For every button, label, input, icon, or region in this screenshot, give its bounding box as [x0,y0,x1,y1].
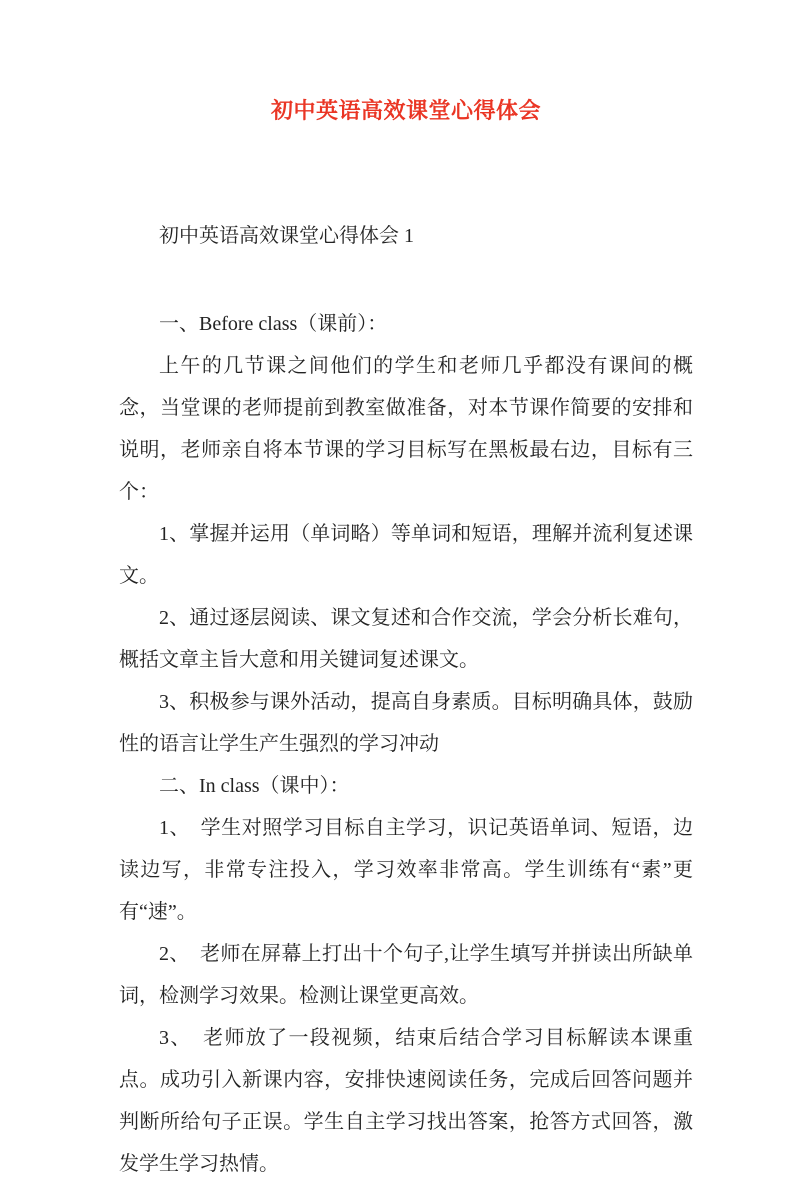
document-title: 初中英语高效课堂心得体会 [270,98,541,123]
paragraph-in-class-1: 1、 学生对照学习目标自主学习，识记英语单词、短语，边读边写，非常专注投入，学习效率非常高。学生训练有“素”更有“速”。 [119,817,693,923]
paragraph-in-class-3: 3、 老师放了一段视频，结束后结合学习目标解读本课重点。成功引入新课内容，安排快速阅读任务，完成后回答问题并判断所给句子正误。学生自主学习找出答案，抢答方式回答，激发学生学习热情。 [119,1027,693,1175]
paragraph-in-class-2: 2、 老师在屏幕上打出十个句子,让学生填写并拼读出所缺单词，检测学习效果。检测让课堂更高效。 [119,943,693,1007]
paragraph-before-class-heading: 一、Before class（课前）： [159,313,388,335]
section-heading: 初中英语高效课堂心得体会 1 [159,225,414,247]
paragraph-goal-3: 3、积极参与课外活动，提高自身素质。目标明确具体，鼓励性的语言让学生产生强烈的学习冲动 [119,691,693,755]
paragraph-in-class-heading: 二、In class（课中）： [159,775,350,797]
paragraph-goal-2: 2、通过逐层阅读、课文复述和合作交流，学会分析长难句，概括文章主旨大意和用关键词复述课文。 [119,607,693,671]
paragraph-goal-1: 1、掌握并运用（单词略）等单词和短语，理解并流利复述课文。 [119,523,693,587]
paragraph-before-class-intro: 上午的几节课之间他们的学生和老师几乎都没有课间的概念，当堂课的老师提前到教室做准备，对本节课作简要的安排和说明，老师亲自将本节课的学习目标写在黑板最右边，目标有三个： [119,355,693,503]
